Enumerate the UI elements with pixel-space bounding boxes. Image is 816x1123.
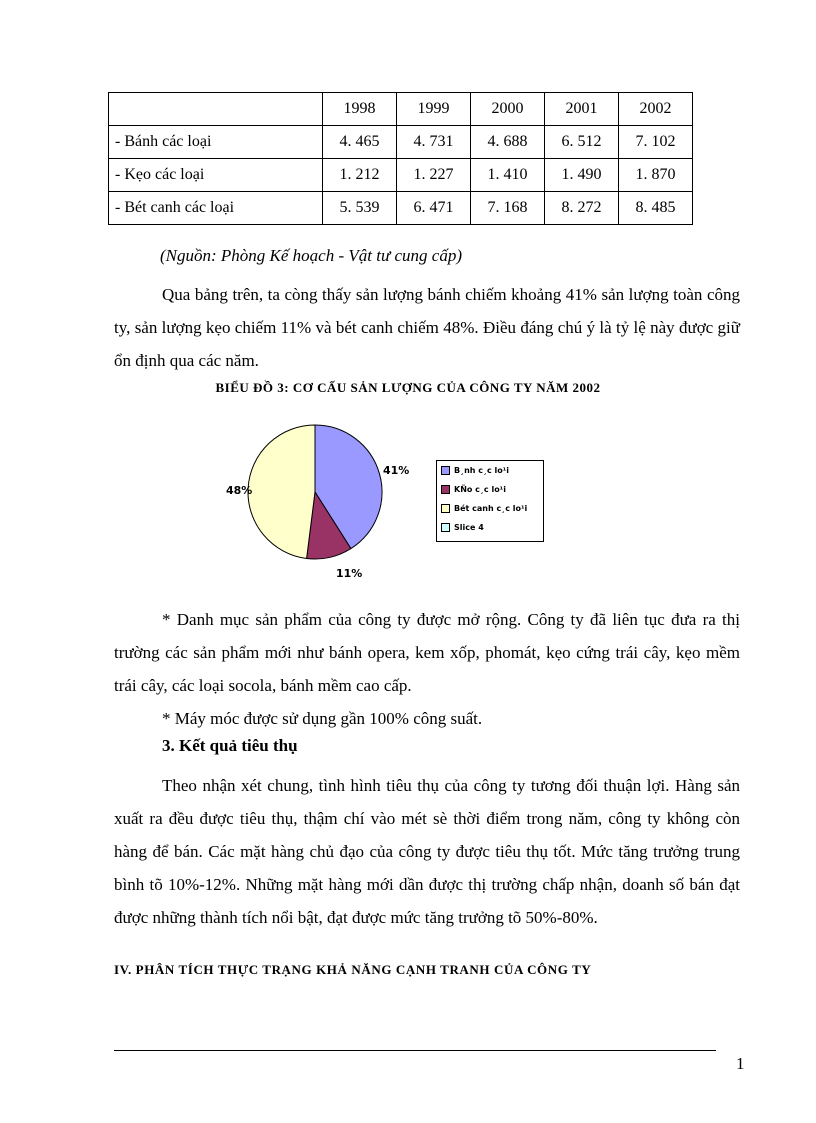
production-table (108, 92, 693, 225)
chapter-heading: IV. PHÂN TÍCH THỰC TRẠNG KHẢ NĂNG CẠNH TRANH CỦA CÔNG TY (114, 962, 592, 977)
page-number: 1 (736, 1054, 745, 1073)
legend-label: KÑo c¸c lo¹i (454, 485, 506, 494)
table-cell: 4. 465 (323, 126, 397, 159)
pie-data-label: 48% (226, 484, 253, 497)
table-cell: 8. 272 (545, 192, 619, 225)
section-heading: 3. Kết quả tiêu thụ (162, 736, 298, 755)
table-cell: 4. 731 (397, 126, 471, 159)
table-cell: 1. 410 (471, 159, 545, 192)
year-header: 2001 (545, 93, 619, 126)
row-label: - Bánh các loại (109, 126, 323, 159)
legend-item (437, 480, 543, 499)
legend-swatch (441, 523, 450, 532)
table-cell: 1. 227 (397, 159, 471, 192)
table-cell: 5. 539 (323, 192, 397, 225)
legend-item (437, 499, 543, 518)
legend-label: B¸nh c¸c lo¹i (454, 466, 510, 475)
legend-swatch (441, 466, 450, 475)
legend-label: Slice 4 (454, 523, 484, 532)
table-row (109, 159, 693, 192)
pie-slice (248, 425, 315, 558)
table-cell: 4. 688 (471, 126, 545, 159)
table-row (109, 126, 693, 159)
legend-label: Bét canh c¸c lo¹i (454, 504, 528, 513)
table-cell: 6. 471 (397, 192, 471, 225)
paragraph-product-portfolio: * Danh mục sản phẩm của công ty được mở rộng. Công ty đã liên tục đưa ra thị trường các sản phẩm mới như bánh opera, kem xốp, phomát, kẹo cứng trái cây, kẹo mềm trái cây, các loại socola, bánh mềm cao cấp. (114, 610, 740, 695)
legend-item (437, 518, 543, 537)
year-header: 2002 (619, 93, 693, 126)
row-label: - Kẹo các loại (109, 159, 323, 192)
table-corner-cell (109, 93, 323, 126)
table-cell: 1. 870 (619, 159, 693, 192)
legend-item (437, 461, 543, 480)
year-header: 2000 (471, 93, 545, 126)
paragraph-machinery: * Máy móc được sử dụng gần 100% công suất. (162, 709, 483, 728)
legend-swatch (441, 504, 450, 513)
pie-data-label: 41% (383, 464, 410, 477)
pie-data-label: 11% (336, 567, 363, 580)
table-source-note: (Nguồn: Phòng Kế hoạch - Vật tư cung cấp) (160, 246, 462, 265)
paragraph-consumption: Theo nhận xét chung, tình hình tiêu thụ của công ty tương đối thuận lợi. Hàng sản xuất ra đều được tiêu thụ, thậm chí vào mét sè thời điểm trong năm, công ty không còn hàng để bán. Các mặt hàng chủ đạo của công ty được tiêu thụ tốt. Mức tăng trưởng trung bình tõ 10%-12%. Những mặt hàng mới dần được thị trường chấp nhận, doanh số bán đạt được những thành tích nổi bật, đạt được mức tăng trưởng tõ 50%-80%. (114, 776, 740, 927)
chart-title: BIỂU ĐỒ 3: CƠ CẤU SẢN LƯỢNG CỦA CÔNG TY NĂM 2002 (215, 380, 601, 395)
table-cell: 1. 490 (545, 159, 619, 192)
table-cell: 8. 485 (619, 192, 693, 225)
chart-legend (436, 460, 544, 542)
row-label: - Bét canh các loại (109, 192, 323, 225)
legend-swatch (441, 485, 450, 494)
table-cell: 7. 168 (471, 192, 545, 225)
year-header: 1999 (397, 93, 471, 126)
year-header: 1998 (323, 93, 397, 126)
table-header-row (109, 93, 693, 126)
table-row (109, 192, 693, 225)
footer-rule (114, 1050, 716, 1051)
paragraph-table-analysis: Qua bảng trên, ta còng thấy sản lượng bánh chiếm khoảng 41% sản lượng toàn công ty, sản lượng kẹo chiếm 11% và bét canh chiếm 48%. Điều đáng chú ý là tỷ lệ này được giữ ổn định qua các năm. (114, 285, 740, 370)
table-cell: 6. 512 (545, 126, 619, 159)
table-cell: 1. 212 (323, 159, 397, 192)
table-cell: 7. 102 (619, 126, 693, 159)
